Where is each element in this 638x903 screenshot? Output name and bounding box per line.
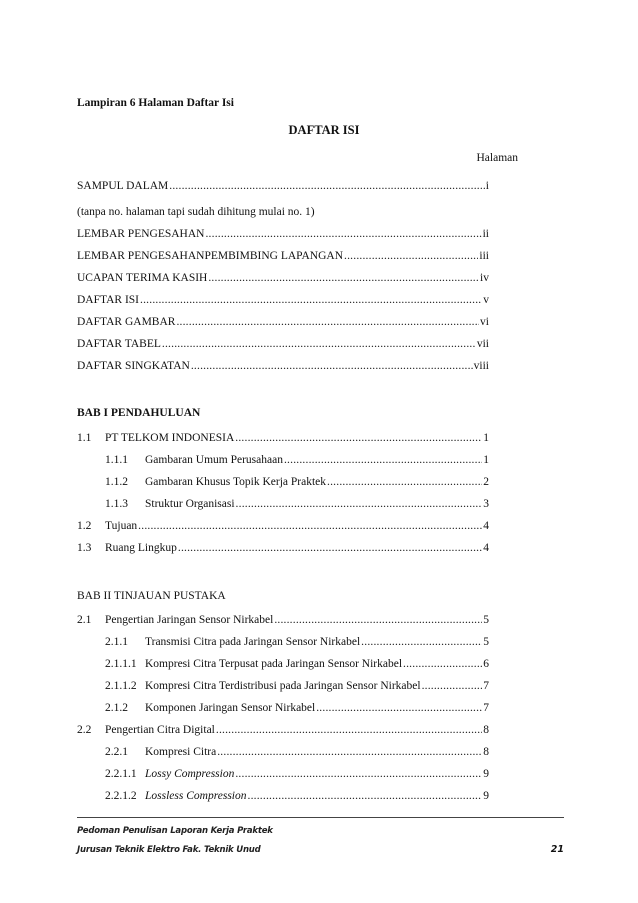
toc-entry-daftar-isi: DAFTAR ISI ..... v	[77, 294, 489, 306]
footer-rule	[77, 817, 564, 818]
toc-entry: 1.1 PT TELKOM INDONESIA ..... 1	[77, 432, 489, 444]
toc-entry: 2.1 Pengertian Jaringan Sensor Nirkabel ..... 5	[77, 614, 489, 626]
chapter-heading-bab-1: BAB I PENDAHULUAN	[77, 407, 201, 419]
toc-entry: 2.1.1.1 Kompresi Citra Terpusat pada Jaringan Sensor Nirkabel ..... 6	[105, 658, 489, 670]
toc-entry-daftar-singkatan: DAFTAR SINGKATAN ..... viii	[77, 360, 489, 372]
appendix-caption: Lampiran 6 Halaman Daftar Isi	[77, 97, 234, 109]
toc-entry-sampul-dalam: SAMPUL DALAM ..... i	[77, 180, 489, 192]
footer-line-2: Jurusan Teknik Elektro Fak. Teknik Unud	[77, 845, 261, 855]
toc-entry-daftar-gambar: DAFTAR GAMBAR ..... vi	[77, 316, 489, 328]
toc-entry-ucapan-terima-kasih: UCAPAN TERIMA KASIH ..... iv	[77, 272, 489, 284]
toc-entry: 2.1.2 Komponen Jaringan Sensor Nirkabel ..... 7	[105, 702, 489, 714]
toc-entry: 1.1.2 Gambaran Khusus Topik Kerja Praktek ..... 2	[105, 476, 489, 488]
toc-entry-lembar-pengesahan: LEMBAR PENGESAHAN ..... ii	[77, 228, 489, 240]
toc-entry-lembar-pengesahan-pembimbing: LEMBAR PENGESAHANPEMBIMBING LAPANGAN ..... iii	[77, 250, 489, 262]
toc-entry: 1.2 Tujuan ..... 4	[77, 520, 489, 532]
toc-entry-daftar-tabel: DAFTAR TABEL ..... vii	[77, 338, 489, 350]
toc-entry: 2.1.1.2 Kompresi Citra Terdistribusi pada Jaringan Sensor Nirkabel ..... 7	[105, 680, 489, 692]
toc-entry: 2.2.1.1 Lossy Compression ..... 9	[105, 768, 489, 780]
footer-line-1: Pedoman Penulisan Laporan Kerja Praktek	[77, 826, 273, 836]
toc-entry: 2.1.1 Transmisi Citra pada Jaringan Sensor Nirkabel ..... 5	[105, 636, 489, 648]
toc-entry: 2.2 Pengertian Citra Digital ..... 8	[77, 724, 489, 736]
halaman-column-label: Halaman	[476, 152, 518, 164]
page-title: DAFTAR ISI	[288, 123, 360, 137]
toc-entry: 2.2.1.2 Lossless Compression ..... 9	[105, 790, 489, 802]
toc-note: (tanpa no. halaman tapi sudah dihitung mulai no. 1)	[77, 206, 315, 218]
toc-entry: 1.1.1 Gambaran Umum Perusahaan ..... 1	[105, 454, 489, 466]
toc-entry: 1.3 Ruang Lingkup ..... 4	[77, 542, 489, 554]
toc-entry: 2.2.1 Kompresi Citra ..... 8	[105, 746, 489, 758]
toc-entry: 1.1.3 Struktur Organisasi ..... 3	[105, 498, 489, 510]
page-number: 21	[550, 844, 564, 855]
chapter-heading-bab-2: BAB II TINJAUAN PUSTAKA	[77, 590, 226, 602]
